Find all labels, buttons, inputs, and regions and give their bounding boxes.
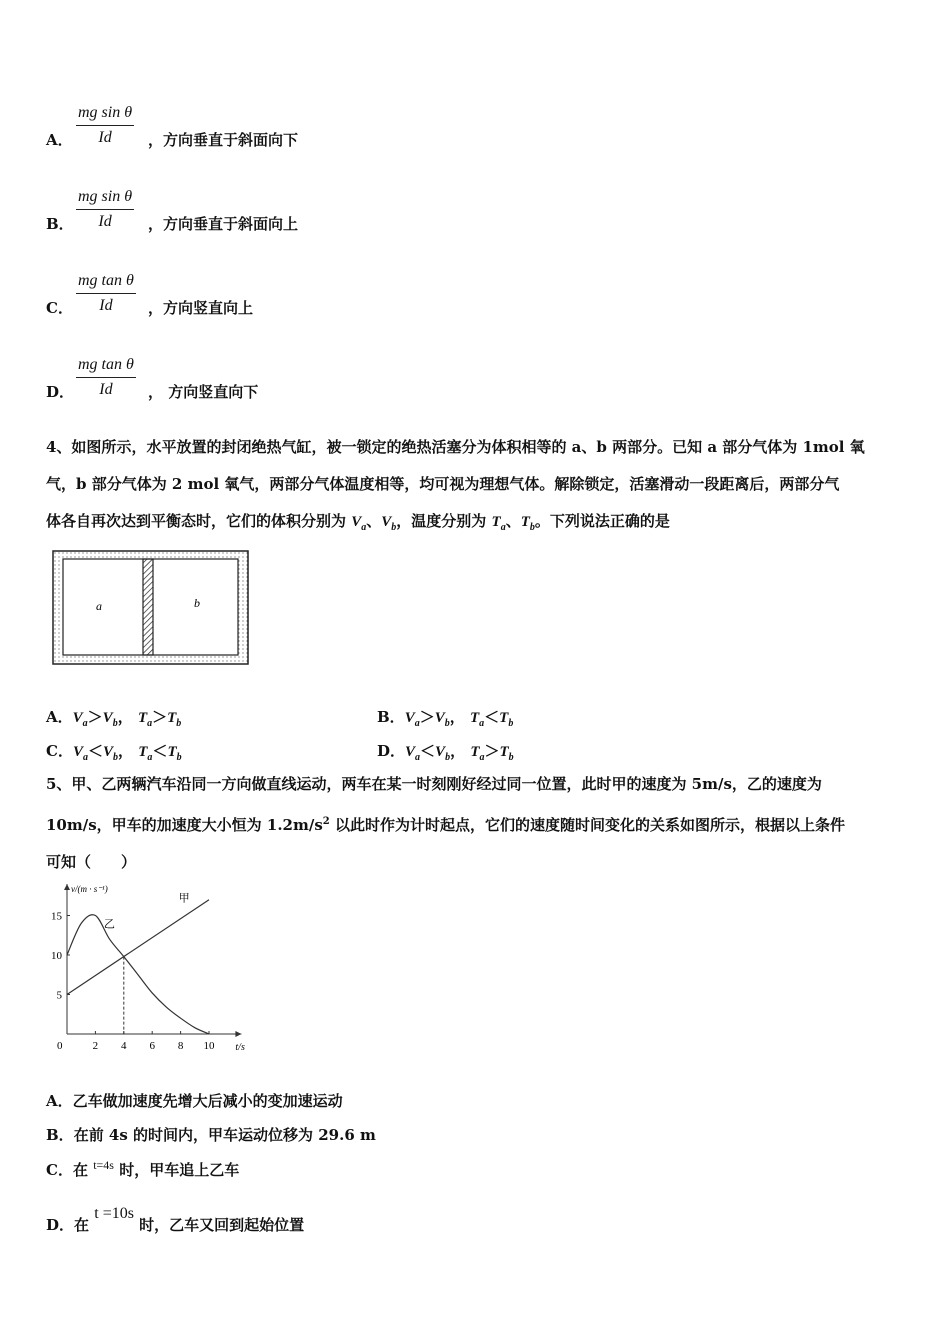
- q5-line3: 可知（ ）: [46, 853, 137, 871]
- q4-line3-pre: 体各自再次达到平衡态时，它们的体积分别为: [46, 512, 352, 530]
- q4-line3-mid: ，温度分别为: [396, 512, 492, 530]
- math-subscript: a: [479, 718, 485, 729]
- q3-option-label: D．: [46, 383, 75, 401]
- q3-fraction: [76, 188, 134, 231]
- q4-option: [46, 706, 181, 729]
- fraction-numerator: mg sin θ: [76, 188, 134, 210]
- math-subscript: a: [415, 752, 421, 763]
- math-subscript: b: [445, 752, 451, 763]
- math-subscript: b: [176, 752, 182, 763]
- q3-option-label: A．: [46, 131, 73, 149]
- fraction-numerator: mg sin θ: [76, 104, 134, 126]
- q3-option-label: C．: [46, 299, 73, 317]
- q5-sup: 2: [322, 816, 330, 827]
- math-subscript: a: [147, 718, 153, 729]
- x-tick-label: 2: [92, 1040, 99, 1052]
- math-variable: T: [469, 710, 480, 726]
- q4-stem: [46, 429, 908, 546]
- q5-option-label: A．: [46, 1092, 73, 1110]
- q4-line2: 气，b 部分气体为 2 mol 氧气，两部分气体温度相等，均可视为理想气体。解除锁定，活塞滑动一段距离后，两部分气: [46, 475, 840, 493]
- x-tick-label: 6: [149, 1040, 155, 1052]
- var-va: V: [351, 514, 362, 530]
- math-variable: V: [72, 710, 83, 726]
- q5-line2-pre: 10m/s，甲车的加速度大小恒为 1.2m/s: [46, 816, 323, 834]
- math-variable: V: [72, 744, 83, 760]
- fraction-denominator: Id: [98, 129, 112, 146]
- q5-option-pre: 在: [72, 1161, 94, 1179]
- q4-option: [377, 706, 513, 729]
- q5-option-post: 时，乙车又回到起始位置: [133, 1216, 305, 1234]
- x-tick-label: 8: [177, 1040, 184, 1052]
- math-variable: T: [499, 710, 509, 726]
- q5-option: [46, 1205, 304, 1235]
- q5-option-pre: 在: [74, 1216, 95, 1234]
- q4-line3: [46, 503, 908, 546]
- fraction-denominator: Id: [99, 297, 113, 314]
- q4-option-label: B．: [377, 708, 405, 726]
- sep2: 、: [505, 512, 521, 530]
- q4-option: [46, 740, 182, 763]
- y-tick-label: 5: [56, 989, 62, 1002]
- q4-option-label: D．: [377, 742, 406, 760]
- y-tick-label: 10: [51, 950, 62, 962]
- math-variable: V: [405, 744, 416, 760]
- q5-option-text: 乙车做加速度先增大后减小的变加速运动: [72, 1092, 343, 1110]
- q4-option-text: $V_a>V_b$， $T_a<T_b$: [404, 708, 514, 729]
- math-subscript: b: [113, 752, 118, 763]
- q5-option-math: t =10s: [94, 1205, 134, 1222]
- sub-a: a: [361, 522, 367, 533]
- label-b: b: [194, 596, 200, 610]
- q4-option-label: A．: [46, 708, 73, 726]
- math-variable: T: [138, 744, 148, 760]
- origin-label: 0: [57, 1040, 63, 1052]
- series-jia-line: [67, 900, 209, 995]
- q3-option-text: ，方向垂直于斜面向下: [148, 131, 299, 149]
- x-tick-label: 10: [203, 1040, 215, 1052]
- q4-option-text: $V_a<V_b$， $T_a<T_b$: [72, 742, 182, 763]
- var-vb: V: [381, 514, 392, 530]
- q5-line1: 5、甲、乙两辆汽车沿同一方向做直线运动，两车在某一时刻刚好经过同一位置，此时甲的速度为 5m/s，乙的速度为: [46, 775, 822, 793]
- velocity-time-chart: [40, 878, 260, 1058]
- sep: 、: [366, 512, 382, 530]
- math-variable: V: [404, 710, 415, 726]
- q5-option: [46, 1158, 239, 1180]
- math-subscript: b: [508, 718, 514, 729]
- math-variable: V: [434, 710, 445, 726]
- q3-option-text: ，方向垂直于斜面向上: [148, 215, 299, 233]
- math-subscript: b: [176, 718, 182, 729]
- x-axis-arrow: [235, 1031, 241, 1037]
- q3-fraction: [76, 272, 136, 315]
- q3-option-label: B．: [46, 215, 74, 233]
- math-subscript: a: [414, 718, 420, 729]
- cylinder-figure: [50, 548, 252, 668]
- y-tick-label: 15: [51, 910, 62, 923]
- fraction-numerator: mg tan θ: [76, 272, 136, 294]
- q5-option: [46, 1124, 376, 1145]
- q5-line2-post: 以此时作为计时起点，它们的速度随时间变化的关系如图所示，根据以上条件: [329, 816, 845, 834]
- q3-fraction: [76, 356, 136, 399]
- q5-option-label: C．: [46, 1161, 73, 1179]
- math-subscript: a: [82, 718, 88, 729]
- y-axis-arrow: [64, 884, 70, 890]
- math-variable: T: [167, 744, 177, 760]
- q3-option-text: ， 方向竖直向下: [148, 383, 259, 401]
- var-ta: T: [491, 514, 501, 530]
- math-subscript: b: [508, 752, 514, 763]
- series-jia-label: 甲: [178, 891, 190, 905]
- math-variable: T: [137, 710, 148, 726]
- q5-option-text: 在前 4s 的时间内，甲车运动位移为 29.6 m: [73, 1126, 376, 1144]
- q4-option: [377, 740, 514, 763]
- math-variable: V: [102, 710, 113, 726]
- sub-tb: b: [529, 522, 535, 533]
- math-subscript: a: [147, 752, 153, 763]
- math-variable: T: [499, 744, 509, 760]
- fraction-denominator: Id: [99, 381, 113, 398]
- math-subscript: b: [444, 718, 450, 729]
- label-a: a: [96, 599, 102, 613]
- math-subscript: b: [112, 718, 118, 729]
- x-tick-label: 4: [121, 1040, 127, 1052]
- q4-option-text: $V_a<V_b$， $T_a>T_b$: [405, 742, 514, 763]
- math-variable: V: [102, 744, 113, 760]
- x-axis-label: t/s: [235, 1042, 245, 1053]
- q5-option-label: D．: [46, 1216, 75, 1234]
- var-tb: T: [520, 514, 530, 530]
- fraction-numerator: mg tan θ: [76, 356, 136, 378]
- math-subscript: a: [479, 752, 485, 763]
- q3-option-text: ，方向竖直向上: [148, 299, 254, 317]
- q5-line2: [46, 803, 908, 844]
- math-variable: V: [435, 744, 446, 760]
- piston: [143, 559, 153, 655]
- q5-option-post: 时，甲车追上乙车: [113, 1161, 240, 1179]
- q4-line1: 4、如图所示，水平放置的封闭绝热气缸，被一锁定的绝热活塞分为体积相等的 a、b 两部分。已知 a 部分气体为 1mol 氧: [46, 438, 865, 456]
- math-variable: T: [470, 744, 480, 760]
- series-yi-curve: [67, 915, 209, 1034]
- sub-ta: a: [500, 522, 506, 533]
- q5-option-label: B．: [46, 1126, 74, 1144]
- q4-line3-post: 。下列说法正确的是: [534, 512, 670, 530]
- q5-option-math: t=4s: [93, 1158, 114, 1172]
- fraction-denominator: Id: [98, 213, 112, 230]
- q5-option: [46, 1090, 343, 1111]
- sub-b: b: [391, 522, 397, 533]
- math-variable: T: [167, 710, 177, 726]
- y-axis-label: v/(m · s⁻¹): [71, 884, 108, 894]
- q5-stem: [46, 766, 908, 881]
- q3-fraction: [76, 104, 134, 147]
- math-subscript: a: [82, 752, 88, 763]
- series-yi-label: 乙: [103, 917, 115, 931]
- q4-option-text: $V_a>V_b$， $T_a>T_b$: [72, 708, 182, 729]
- q4-option-label: C．: [46, 742, 73, 760]
